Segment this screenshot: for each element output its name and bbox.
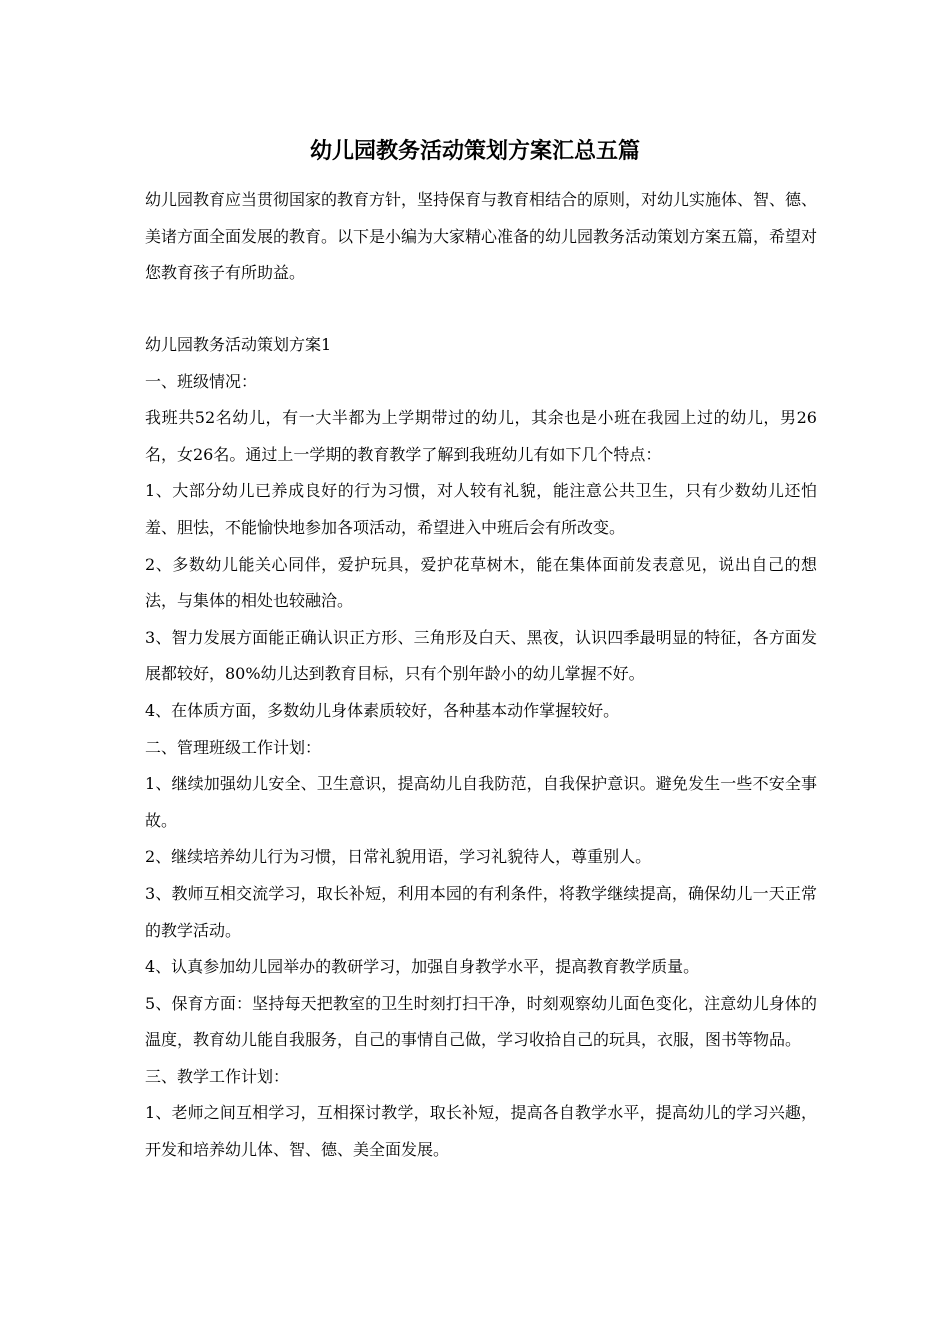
- section-heading: 幼儿园教务活动策划方案1: [145, 335, 332, 354]
- subsection-heading: 二、管理班级工作计划：: [145, 737, 322, 757]
- document-body: [145, 327, 817, 1169]
- body-paragraph: 我班共52名幼儿，有一大半都为上学期带过的幼儿，其余也是小班在我园上过的幼儿，男26名，女26名。通过上一学期的教育教学了解到我班幼儿有如下几个特点：: [145, 408, 817, 464]
- list-item: 1、老师之间互相学习，互相探讨教学，取长补短，提高各自教学水平，提高幼儿的学习兴趣，开发和培养幼儿体、智、德、美全面发展。: [145, 1103, 817, 1160]
- subsection-heading: 三、教学工作计划：: [145, 1066, 290, 1086]
- list-item: 2、继续培养幼儿行为习惯，日常礼貌用语，学习礼貌待人，尊重别人。: [145, 847, 652, 867]
- intro-paragraph: 幼儿园教育应当贯彻国家的教育方针，坚持保育与教育相结合的原则，对幼儿实施体、智、德、美诸方面全面发展的教育。以下是小编为大家精心准备的幼儿园教务活动策划方案五篇，希望对您教育孩子有所助益。: [145, 190, 818, 283]
- list-item: 2、多数幼儿能关心同伴，爱护玩具，爱护花草树木，能在集体面前发表意见，说出自己的想法，与集体的相处也较融洽。: [145, 554, 817, 611]
- list-item: 4、认真参加幼儿园举办的教研学习，加强自身教学水平，提高教育教学质量。: [145, 957, 700, 977]
- list-item: 3、教师互相交流学习，取长补短，利用本园的有利条件，将教学继续提高，确保幼儿一天正常的教学活动。: [145, 883, 817, 940]
- document-title: 幼儿园教务活动策划方案汇总五篇: [309, 138, 640, 164]
- list-item: 5、保育方面：坚持每天把教室的卫生时刻打扫干净，时刻观察幼儿面色变化，注意幼儿身体的温度，教育幼儿能自我服务，自己的事情自己做，学习收拾自己的玩具，衣服，图书等物品。: [145, 993, 817, 1050]
- list-item: 3、智力发展方面能正确认识正方形、三角形及白天、黑夜，认识四季最明显的特征，各方面发展都较好，80%幼儿达到教育目标，只有个别年龄小的幼儿掌握不好。: [145, 627, 817, 684]
- list-item: 4、在体质方面，多数幼儿身体素质较好，各种基本动作掌握较好。: [145, 700, 620, 720]
- list-item: 1、继续加强幼儿安全、卫生意识，提高幼儿自我防范，自我保护意识。避免发生一些不安全事故。: [145, 774, 817, 830]
- subsection-heading: 一、班级情况：: [145, 371, 258, 391]
- list-item: 1、大部分幼儿已养成良好的行为习惯，对人较有礼貌，能注意公共卫生，只有少数幼儿还怕羞、胆怯，不能愉快地参加各项活动，希望进入中班后会有所改变。: [145, 481, 817, 537]
